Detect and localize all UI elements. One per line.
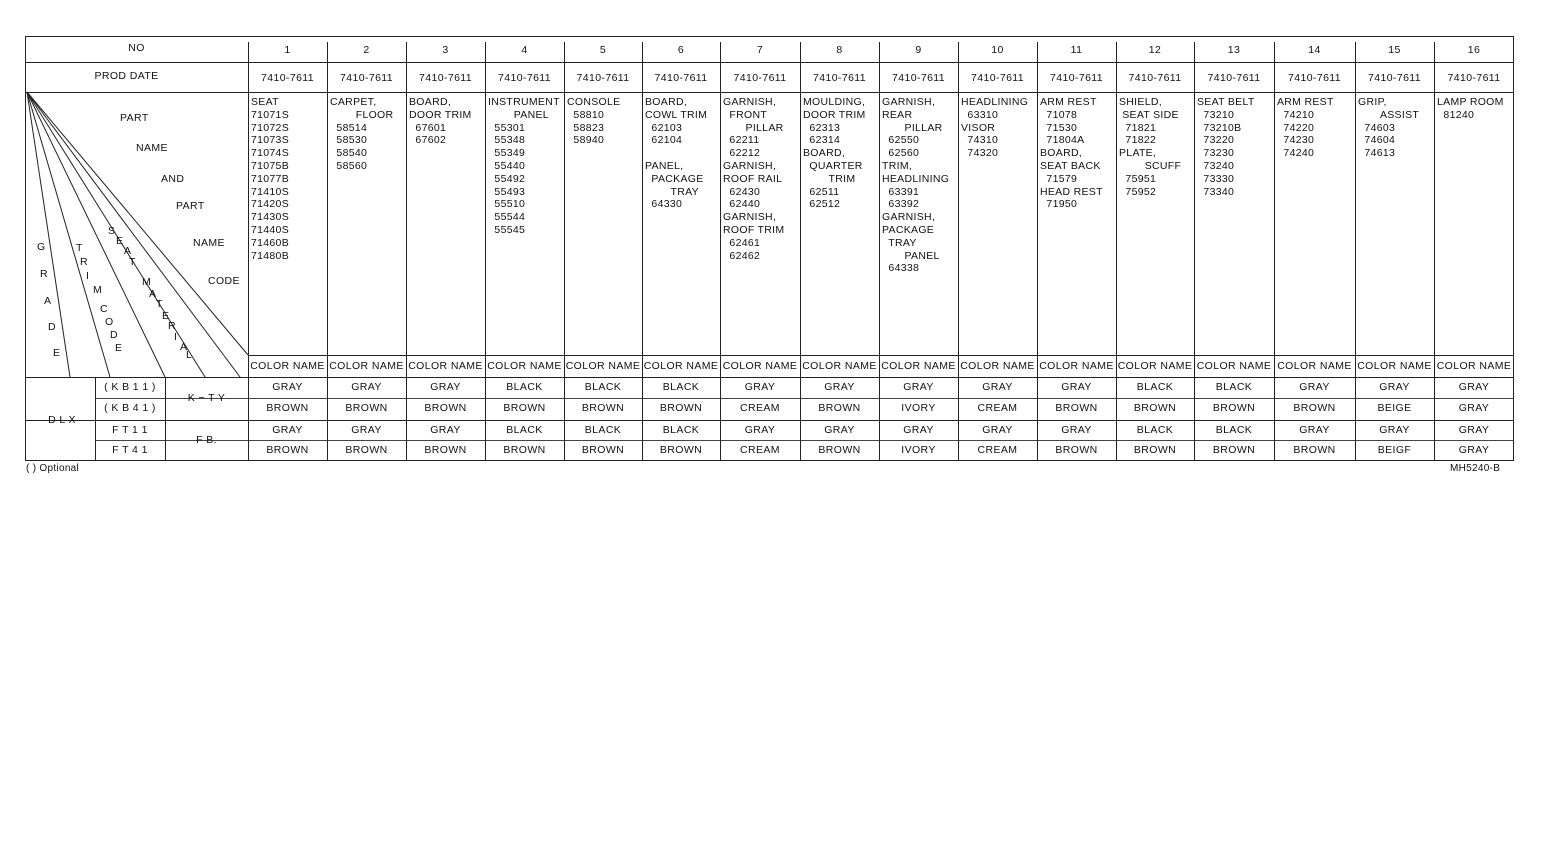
color-name-header: COLOR NAME bbox=[1436, 360, 1512, 372]
column-divider-10 bbox=[958, 42, 959, 461]
corner-material-letter: A bbox=[149, 288, 157, 300]
corner-trim-letter: T bbox=[76, 242, 83, 254]
column-divider-14 bbox=[1274, 42, 1275, 461]
color-value: BROWN bbox=[1293, 444, 1336, 456]
column-prod-date: 7410-7611 bbox=[497, 72, 552, 84]
column-number: 5 bbox=[599, 44, 607, 56]
row-divider-color-name bbox=[248, 355, 1514, 356]
column-prod-date: 7410-7611 bbox=[970, 72, 1025, 84]
column-prod-date: 7410-7611 bbox=[418, 72, 473, 84]
corner-trim-letter: R bbox=[80, 256, 88, 268]
color-value: BROWN bbox=[1293, 402, 1336, 414]
color-value: GRAY bbox=[1458, 444, 1490, 456]
corner-material-letter: T bbox=[156, 298, 163, 310]
column-divider-12 bbox=[1116, 42, 1117, 461]
corner-grade-letter: G bbox=[37, 241, 46, 253]
column-number: 15 bbox=[1388, 44, 1401, 56]
column-prod-date: 7410-7611 bbox=[1049, 72, 1104, 84]
color-name-header: COLOR NAME bbox=[250, 360, 325, 372]
color-value: GRAY bbox=[351, 424, 382, 436]
prod-date-header-label: PROD DATE bbox=[94, 70, 159, 82]
corner-code-letter: O bbox=[105, 316, 114, 328]
column-prod-date: 7410-7611 bbox=[812, 72, 867, 84]
corner-label-part2: PART bbox=[176, 200, 205, 212]
part-name-and-code: BOARD, COWL TRIM 62103 62104 PANEL, PACKAGE TRAY 64330 bbox=[645, 96, 708, 211]
column-prod-date: 7410-7611 bbox=[260, 72, 315, 84]
color-name-header: COLOR NAME bbox=[1196, 360, 1272, 372]
color-name-header: COLOR NAME bbox=[1357, 360, 1432, 372]
color-name-header: COLOR NAME bbox=[1039, 360, 1114, 372]
grade-label: D L X bbox=[48, 414, 76, 426]
color-value: BLACK bbox=[662, 381, 700, 393]
part-name-and-code: MOULDING, DOOR TRIM 62313 62314 BOARD, QUARTER TRIM 62511 62512 bbox=[803, 96, 866, 211]
column-prod-date: 7410-7611 bbox=[576, 72, 630, 84]
part-name-and-code: SEAT BELT 73210 73210B 73220 73230 73240 73330 73340 bbox=[1197, 96, 1255, 198]
color-value: BROWN bbox=[424, 402, 467, 414]
part-name-and-code: CARPET, FLOOR 58514 58530 58540 58560 bbox=[330, 96, 394, 172]
part-name-and-code: LAMP ROOM 81240 bbox=[1437, 96, 1504, 121]
corner-code-letter: C bbox=[100, 303, 108, 315]
part-name-and-code: GARNISH, REAR PILLAR 62550 62560 TRIM, HEADLINING 63391 63392 GARNISH, PACKAGE TRAY PANEL 64338 bbox=[882, 96, 950, 275]
color-value: BROWN bbox=[1212, 402, 1256, 414]
column-divider-4 bbox=[485, 42, 486, 461]
corner-code-letter: E bbox=[115, 342, 123, 354]
color-value: BEIGE bbox=[1377, 402, 1412, 414]
corner-diagonal bbox=[27, 92, 240, 377]
color-value: GRAY bbox=[903, 424, 934, 436]
color-value: GRAY bbox=[430, 381, 461, 393]
column-divider-13 bbox=[1194, 42, 1195, 461]
color-value: BROWN bbox=[1133, 444, 1177, 456]
color-value: CREAM bbox=[740, 402, 780, 414]
column-prod-date: 7410-7611 bbox=[1287, 72, 1342, 84]
corner-material-letter: E bbox=[162, 310, 170, 322]
color-value: GRAY bbox=[903, 381, 934, 393]
color-name-header: COLOR NAME bbox=[565, 360, 641, 372]
color-value: GRAY bbox=[1458, 424, 1490, 436]
color-name-header: COLOR NAME bbox=[881, 360, 956, 372]
color-value: GRAY bbox=[272, 381, 303, 393]
color-value: BLACK bbox=[1215, 381, 1253, 393]
part-name-and-code: GRIP, ASSIST 74603 74604 74613 bbox=[1358, 96, 1420, 160]
color-value: CREAM bbox=[977, 444, 1018, 456]
figure-reference: MH5240-B bbox=[1450, 463, 1501, 474]
color-value: BROWN bbox=[345, 444, 388, 456]
color-name-header: COLOR NAME bbox=[1117, 360, 1193, 372]
column-divider-2 bbox=[327, 42, 328, 461]
color-value: CREAM bbox=[977, 402, 1018, 414]
column-prod-date: 7410-7611 bbox=[1367, 72, 1422, 84]
color-value: GRAY bbox=[272, 424, 303, 436]
color-value: BROWN bbox=[503, 444, 546, 456]
part-name-and-code: HEADLINING 63310 VISOR 74310 74320 bbox=[961, 96, 1029, 160]
color-value: BROWN bbox=[1055, 444, 1098, 456]
column-divider-15 bbox=[1355, 42, 1356, 461]
color-value: BLACK bbox=[584, 381, 622, 393]
corner-material-letter: L bbox=[186, 349, 193, 361]
color-value: GRAY bbox=[1061, 381, 1092, 393]
column-prod-date: 7410-7611 bbox=[1447, 72, 1501, 84]
row-divider-grade-1 bbox=[95, 398, 1514, 399]
optional-footnote: ( ) Optional bbox=[26, 463, 80, 474]
column-number: 8 bbox=[836, 44, 843, 56]
column-number: 14 bbox=[1308, 44, 1321, 56]
color-name-header: COLOR NAME bbox=[329, 360, 404, 372]
color-name-header: COLOR NAME bbox=[487, 360, 562, 372]
column-number: 11 bbox=[1070, 44, 1083, 56]
color-value: GRAY bbox=[982, 424, 1013, 436]
color-value: BLACK bbox=[1136, 424, 1174, 436]
column-number: 7 bbox=[756, 44, 764, 56]
no-header-label: NO bbox=[128, 42, 145, 54]
color-value: BROWN bbox=[659, 402, 703, 414]
color-value: BROWN bbox=[424, 444, 467, 456]
column-divider-11 bbox=[1037, 42, 1038, 461]
corner-seat-letter: S bbox=[108, 225, 116, 237]
color-value: BROWN bbox=[818, 402, 861, 414]
column-number: 9 bbox=[915, 44, 922, 56]
part-name-and-code: BOARD, DOOR TRIM 67601 67602 bbox=[409, 96, 472, 147]
corner-seat-letter: E bbox=[116, 235, 124, 247]
trim-code: ( K B 4 1 ) bbox=[104, 402, 156, 414]
color-name-header: COLOR NAME bbox=[802, 360, 877, 372]
corner-seat-letter: A bbox=[124, 245, 132, 257]
corner-label-name: NAME bbox=[136, 142, 168, 154]
column-number: 13 bbox=[1227, 44, 1241, 56]
trim-code: F T 1 1 bbox=[112, 424, 148, 436]
column-prod-date: 7410-7611 bbox=[1207, 72, 1261, 84]
color-name-header: COLOR NAME bbox=[960, 360, 1035, 372]
color-value: GRAY bbox=[824, 381, 855, 393]
color-name-header: COLOR NAME bbox=[1277, 360, 1352, 372]
color-value: BROWN bbox=[581, 444, 625, 456]
color-value: BROWN bbox=[266, 444, 309, 456]
corner-material-letter: I bbox=[174, 331, 178, 343]
column-prod-date: 7410-7611 bbox=[654, 72, 708, 84]
column-number: 6 bbox=[677, 44, 685, 56]
column-number: 16 bbox=[1467, 44, 1481, 56]
corner-trim-letter: I bbox=[86, 270, 90, 282]
column-prod-date: 7410-7611 bbox=[339, 72, 394, 84]
color-value: GRAY bbox=[744, 424, 776, 436]
part-name-and-code: INSTRUMENT PANEL 55301 55348 55349 55440 55492 55493 55510 55544 55545 bbox=[488, 96, 560, 236]
corner-label-code: CODE bbox=[208, 275, 240, 287]
color-value: BROWN bbox=[659, 444, 703, 456]
part-name-and-code: ARM REST 74210 74220 74230 74240 bbox=[1277, 96, 1334, 160]
column-prod-date: 7410-7611 bbox=[1128, 72, 1182, 84]
color-value: IVORY bbox=[901, 444, 936, 456]
part-name-and-code: SEAT 71071S 71072S 71073S 71074S 71075B 71077B 71410S 71420S 71430S 71440S 71460B 71480B bbox=[251, 96, 290, 262]
corner-diagonal bbox=[27, 92, 165, 377]
color-value: GRAY bbox=[1379, 381, 1410, 393]
color-value: GRAY bbox=[1299, 424, 1330, 436]
color-value: BLACK bbox=[1136, 381, 1174, 393]
color-value: GRAY bbox=[1299, 381, 1330, 393]
column-divider-6 bbox=[642, 42, 643, 461]
column-divider-3 bbox=[406, 42, 407, 461]
color-value: GRAY bbox=[824, 424, 855, 436]
corner-seat-letter: T bbox=[129, 256, 136, 268]
color-value: BEIGF bbox=[1377, 444, 1412, 456]
color-value: BLACK bbox=[662, 424, 700, 436]
color-value: BLACK bbox=[584, 424, 622, 436]
trim-code: ( K B 1 1 ) bbox=[104, 381, 156, 393]
part-name-and-code: ARM REST 71078 71530 71804A BOARD, SEAT BACK 71579 HEAD REST 71950 bbox=[1040, 96, 1103, 211]
color-name-header: COLOR NAME bbox=[408, 360, 483, 372]
grade-divider-material bbox=[165, 377, 166, 461]
column-divider-8 bbox=[800, 42, 801, 461]
corner-trim-letter: M bbox=[93, 284, 103, 296]
column-number: 2 bbox=[363, 44, 370, 56]
color-value: BLACK bbox=[1215, 424, 1253, 436]
column-divider-16 bbox=[1434, 42, 1435, 461]
color-value: IVORY bbox=[901, 402, 936, 414]
color-value: BROWN bbox=[503, 402, 546, 414]
color-name-header: COLOR NAME bbox=[643, 360, 719, 372]
seat-material: F B. bbox=[196, 434, 217, 446]
corner-grade-letter: D bbox=[48, 321, 56, 333]
seat-material: K − T Y bbox=[187, 392, 226, 404]
corner-material-letter: M bbox=[142, 276, 152, 288]
part-name-and-code: SHIELD, SEAT SIDE 71821 71822 PLATE, SCUFF 75951 75952 bbox=[1119, 96, 1182, 198]
column-prod-date: 7410-7611 bbox=[733, 72, 787, 84]
color-value: BROWN bbox=[818, 444, 861, 456]
corner-diagonal bbox=[27, 92, 248, 355]
color-value: BROWN bbox=[266, 402, 309, 414]
color-value: GRAY bbox=[1458, 402, 1490, 414]
column-number: 1 bbox=[284, 44, 291, 56]
color-value: GRAY bbox=[1458, 381, 1490, 393]
corner-label-name2: NAME bbox=[193, 237, 225, 249]
corner-grade-letter: A bbox=[44, 295, 52, 307]
corner-diagonal bbox=[27, 92, 110, 377]
color-value: GRAY bbox=[744, 381, 776, 393]
column-number: 4 bbox=[521, 44, 528, 56]
color-value: BROWN bbox=[345, 402, 388, 414]
column-divider-5 bbox=[564, 42, 565, 461]
part-name-and-code: GARNISH, FRONT PILLAR 62211 62212 GARNISH, ROOF RAIL 62430 62440 GARNISH, ROOF TRIM 62461 62462 bbox=[723, 96, 785, 262]
column-number: 12 bbox=[1148, 44, 1162, 56]
color-value: GRAY bbox=[982, 381, 1013, 393]
column-divider-1 bbox=[248, 42, 249, 461]
color-value: BLACK bbox=[506, 381, 543, 393]
color-name-header: COLOR NAME bbox=[722, 360, 798, 372]
color-value: CREAM bbox=[740, 444, 780, 456]
color-value: BROWN bbox=[1055, 402, 1098, 414]
column-divider-9 bbox=[879, 42, 880, 461]
color-value: BLACK bbox=[506, 424, 543, 436]
color-value: GRAY bbox=[1061, 424, 1092, 436]
color-value: BROWN bbox=[581, 402, 625, 414]
color-value: BROWN bbox=[1212, 444, 1256, 456]
corner-code-letter: D bbox=[110, 329, 118, 341]
row-divider-grade-3 bbox=[95, 440, 1514, 441]
column-number: 3 bbox=[442, 44, 449, 56]
corner-label-part: PART bbox=[120, 112, 149, 124]
trim-code: F T 4 1 bbox=[112, 444, 148, 456]
part-name-and-code: CONSOLE 58810 58823 58940 bbox=[567, 96, 621, 147]
color-value: GRAY bbox=[1379, 424, 1410, 436]
corner-grade-letter: E bbox=[53, 347, 61, 359]
color-value: GRAY bbox=[430, 424, 461, 436]
corner-grade-letter: R bbox=[40, 268, 48, 280]
corner-label-and: AND bbox=[161, 173, 185, 185]
corner-material-letter: R bbox=[168, 320, 176, 332]
column-prod-date: 7410-7611 bbox=[891, 72, 946, 84]
color-value: BROWN bbox=[1133, 402, 1177, 414]
corner-material-letter: A bbox=[180, 341, 188, 353]
column-divider-7 bbox=[720, 42, 721, 461]
color-value: GRAY bbox=[351, 381, 382, 393]
column-number: 10 bbox=[991, 44, 1004, 56]
